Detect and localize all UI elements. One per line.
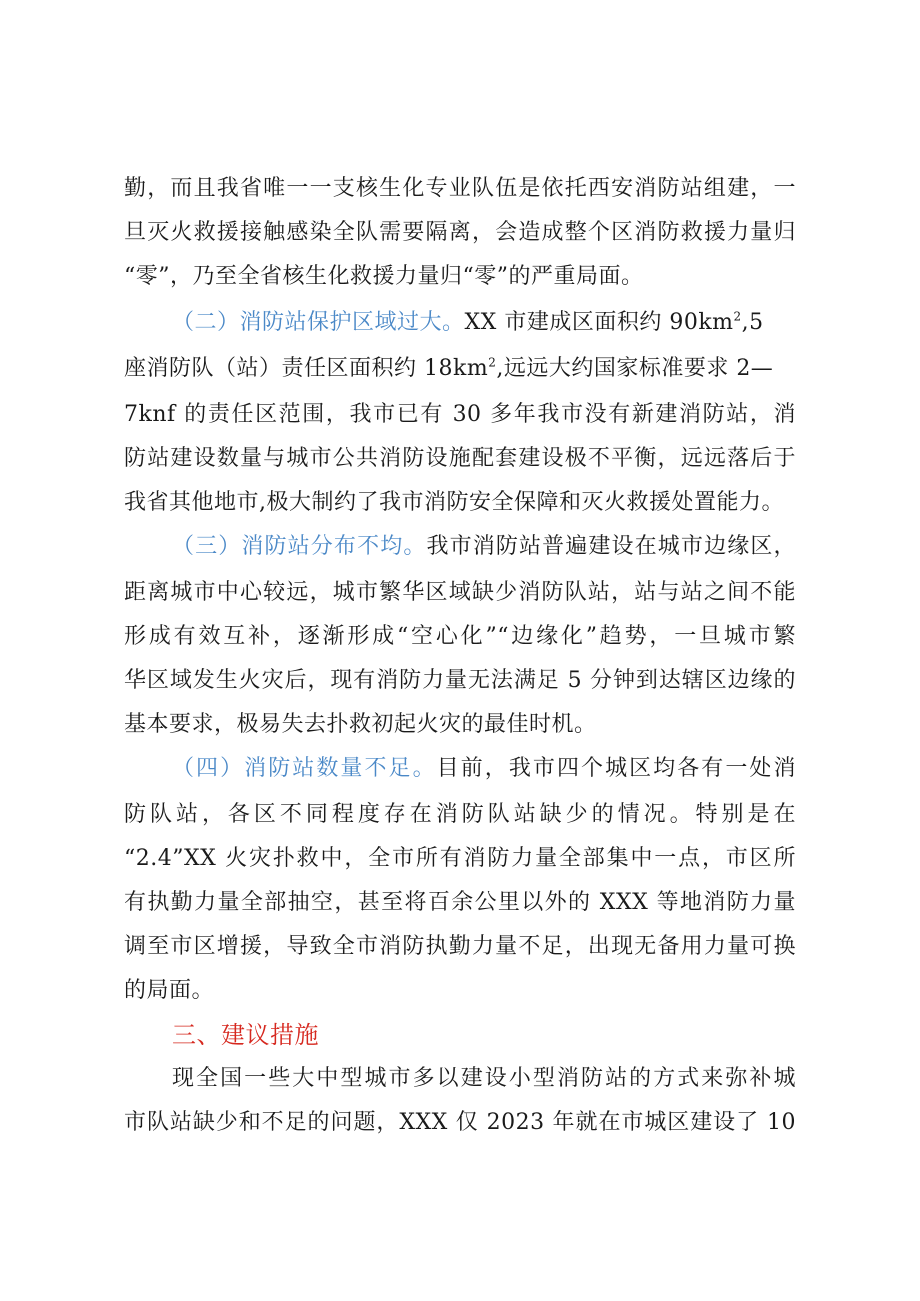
paragraph-3-line-2: 距离城市中心较远，城市繁华区域缺少消防队站，站与站之间不能 (124, 580, 796, 605)
paragraph-2-line-4: 防站建设数量与城市公共消防设施配套建设极不平衡，远远落后于 (124, 446, 796, 471)
paragraph-2-text-1a: XX 市建成区面积约 90km (464, 310, 734, 335)
paragraph-4-line-5: 调至市区增援，导致全市消防执勤力量不足，出现无备用力量可换 (124, 934, 796, 959)
paragraph-3-line-3: 形成有效互补，逐渐形成“空心化”“边缘化”趋势，一旦城市繁 (124, 624, 796, 649)
section-heading-recommendations: 三、建议措施 (172, 1021, 319, 1049)
paragraph-2-text-1b: ,5 (741, 310, 764, 335)
paragraph-4-line-1 (172, 750, 796, 788)
paragraph-2-line-3: 7knf 的责任区范围，我市已有 30 多年我市没有新建消防站，消 (124, 402, 796, 427)
paragraph-4-line-3: “2.4”XX 火灾扑救中，全市所有消防力量全部集中一点，市区所 (124, 846, 796, 871)
paragraph-2-line-2 (124, 350, 796, 388)
section-3-line-2: 市队站缺少和不足的问题，XXX 仅 2023 年就在市城区建设了 10 (124, 1110, 796, 1135)
paragraph-4-line-2: 防队站，各区不同程度存在消防队站缺少的情况。特别是在 (124, 802, 796, 827)
paragraph-2-line-1 (172, 304, 796, 342)
superscript-2: 2 (488, 355, 497, 370)
paragraph-3-line-1 (172, 528, 796, 566)
paragraph-1-line-2: 旦灭火救援接触感染全队需要隔离，会造成整个区消防救援力量归 (124, 220, 796, 245)
paragraph-3-text-1: 我市消防站普遍建设在城市边缘区， (426, 534, 796, 559)
paragraph-1-line-1: 勤，而且我省唯一一支核生化专业队伍是依托西安消防站组建，一 (124, 176, 796, 201)
section-3-line-1: 现全国一些大中型城市多以建设小型消防站的方式来弥补城 (172, 1066, 796, 1091)
paragraph-2-line-5: 我省其他地市,极大制约了我市消防安全保障和灭火救援处置能力。 (124, 490, 784, 515)
subtitle-insufficient-stations: （四）消防站数量不足。 (172, 756, 437, 781)
paragraph-2-text-2b: ,远远大约国家标准要求 2— (496, 356, 774, 381)
paragraph-3-line-5: 基本要求，极易失去扑救初起火灾的最佳时机。 (124, 712, 597, 737)
subtitle-uneven-distribution: （三）消防站分布不均。 (172, 534, 427, 559)
superscript-2: 2 (733, 309, 742, 324)
subtitle-protection-area: （二）消防站保护区域过大。 (172, 310, 465, 335)
paragraph-1-line-3: “零”，乃至全省核生化救援力量归“零”的严重局面。 (124, 264, 644, 289)
paragraph-4-line-4: 有执勤力量全部抽空，甚至将百余公里以外的 XXX 等地消防力量 (124, 890, 796, 915)
paragraph-2-text-2a: 座消防队（站）责任区面积约 18km (124, 356, 489, 381)
paragraph-4-line-6: 的局面。 (124, 978, 215, 1003)
paragraph-3-line-4: 华区域发生火灾后，现有消防力量无法满足 5 分钟到达辖区边缘的 (124, 668, 796, 693)
paragraph-4-text-1: 目前，我市四个城区均各有一处消 (436, 756, 796, 781)
